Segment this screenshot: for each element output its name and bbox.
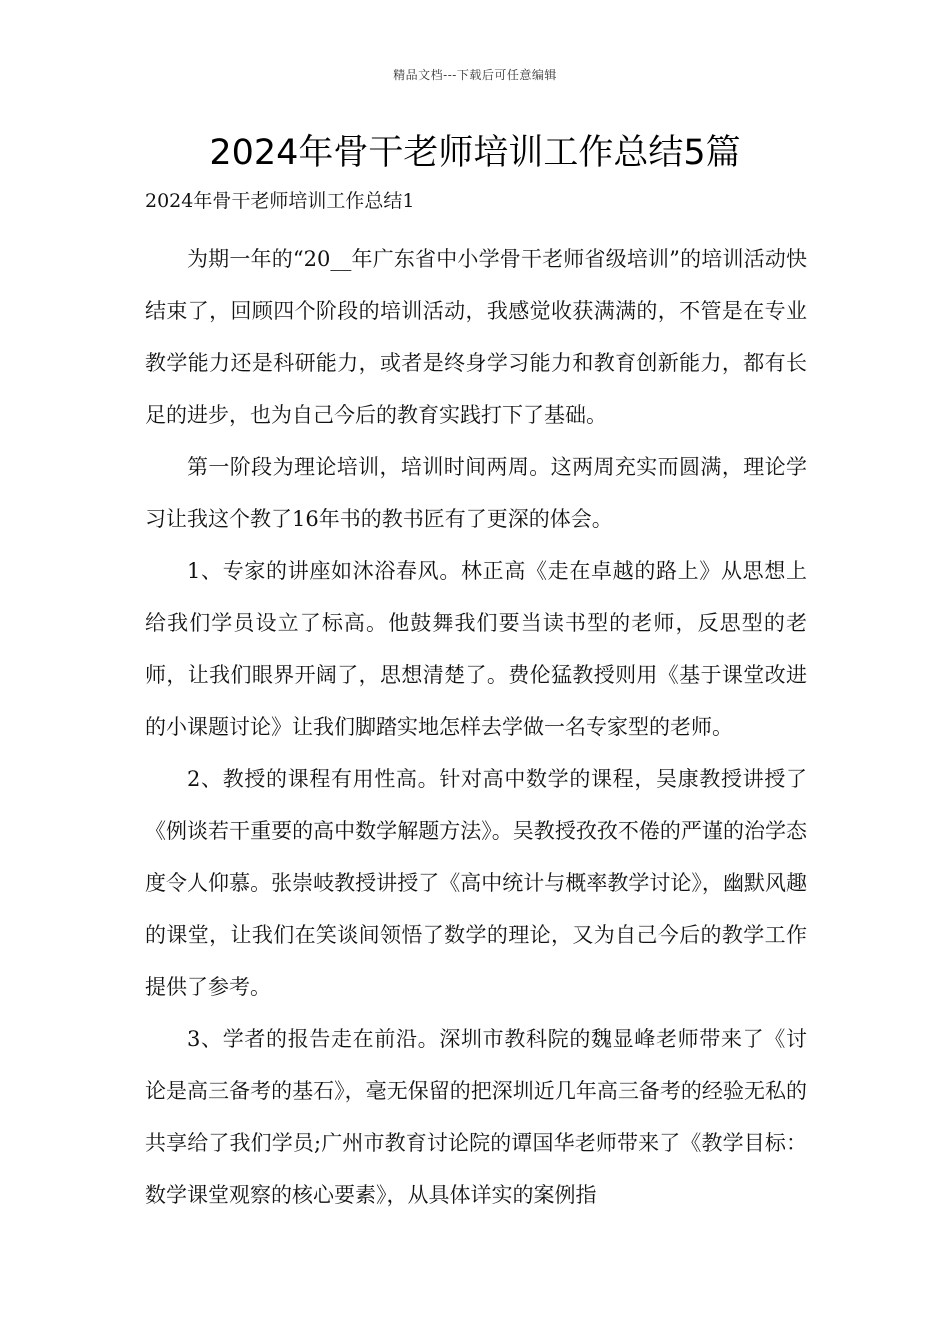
paragraph: 2、教授的课程有用性高。针对高中数学的课程，吴康教授讲授了《例谈若干重要的高中数学解题方法》。吴教授孜孜不倦的严谨的治学态度令人仰慕。张崇岐教授讲授了《高中统计与概率教学讨论》，幽默风趣的课堂，让我们在笑谈间领悟了数学的理论，又为自己今后的教学工作提供了参考。 [145, 767, 807, 999]
header-note: 精品文档---下载后可任意编辑 [393, 68, 557, 82]
document-body [145, 182, 807, 1221]
document-title: 2024年骨干老师培训工作总结5篇 [209, 133, 741, 173]
paragraph: 1、专家的讲座如沐浴春风。林正高《走在卓越的路上》从思想上给我们学员设立了标高。他鼓舞我们要当读书型的老师，反思型的老师，让我们眼界开阔了，思想清楚了。费伦猛教授则用《基于课堂改进的小课题讨论》让我们脚踏实地怎样去学做一名专家型的老师。 [145, 559, 807, 739]
paragraph: 第一阶段为理论培训，培训时间两周。这两周充实而圆满，理论学习让我这个教了16年书的教书匠有了更深的体会。 [145, 455, 807, 531]
section-subtitle: 2024年骨干老师培训工作总结1 [145, 190, 415, 212]
paragraph: 3、学者的报告走在前沿。深圳市教科院的魏显峰老师带来了《讨论是高三备考的基石》，毫无保留的把深圳近几年高三备考的经验无私的共享给了我们学员;广州市教育讨论院的谭国华老师带来了《教学目标：数学课堂观察的核心要素》，从具体详实的案例指 [145, 1027, 807, 1207]
paragraph: 为期一年的“20__年广东省中小学骨干老师省级培训”的培训活动快结束了，回顾四个阶段的培训活动，我感觉收获满满的，不管是在专业教学能力还是科研能力，或者是终身学习能力和教育创新能力，都有长足的进步，也为自己今后的教育实践打下了基础。 [145, 247, 807, 427]
